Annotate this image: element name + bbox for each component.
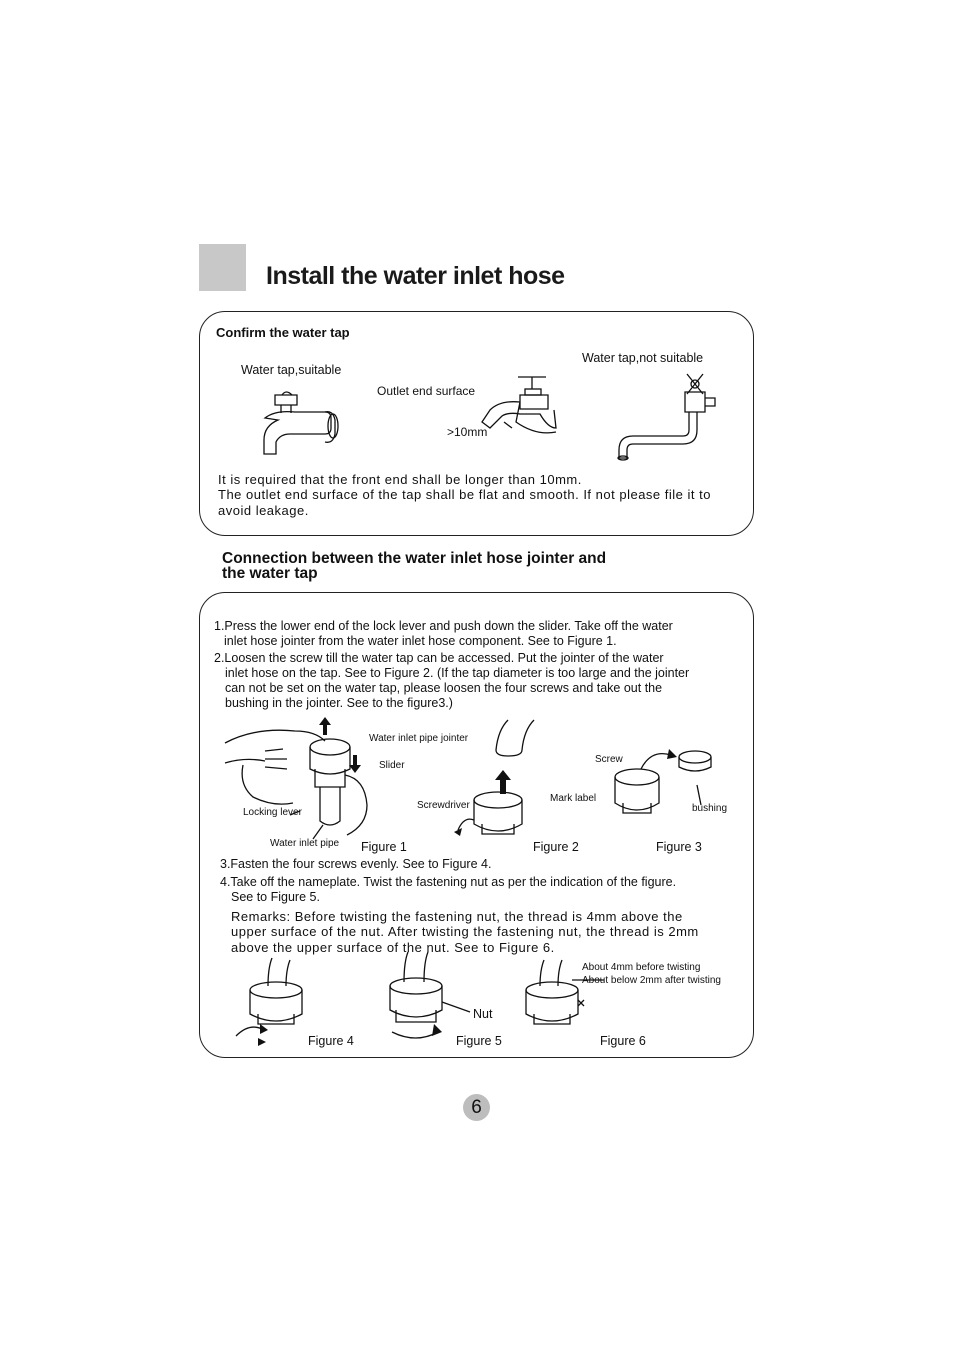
figure-1-illustration xyxy=(225,715,375,845)
remarks-line-1: Remarks: Before twisting the fastening nut, the thread is 4mm above the xyxy=(231,909,683,924)
page-number: 6 xyxy=(463,1094,490,1121)
step-1-line-1: 1.Press the lower end of the lock lever and push down the slider. Take off the water xyxy=(214,619,673,633)
label-about-4mm: About 4mm before twisting xyxy=(582,962,701,973)
section-marker xyxy=(199,244,246,291)
step-2 xyxy=(214,651,744,711)
figure-6-caption: Figure 6 xyxy=(600,1034,646,1048)
suitable-tap-illustration xyxy=(255,390,365,460)
tap-requirement-line-1: It is required that the front end shall be longer than 10mm. xyxy=(218,472,582,487)
figure-4-illustration xyxy=(232,958,312,1043)
step-4-line-1: 4.Take off the nameplate. Twist the fastening nut as per the indication of the figure. xyxy=(220,875,677,889)
label-tap-not-suitable: Water tap,not suitable xyxy=(582,351,704,365)
step-2-line-2: inlet hose on the tap. See to Figure 2. (If the tap diameter is too large and the jointer xyxy=(225,666,690,680)
figure-5-illustration xyxy=(378,952,468,1044)
figure-2-caption: Figure 2 xyxy=(533,840,579,854)
label-10mm: >10mm xyxy=(447,425,488,439)
step-2-line-3: can not be set on the water tap, please loosen the four screws and take out the xyxy=(225,681,663,695)
figure-2-illustration xyxy=(448,720,548,845)
label-outlet-end-surface: Outlet end surface xyxy=(377,384,476,398)
step-2-line-1: 2.Loosen the screw till the water tap can be accessed. Put the jointer of the water xyxy=(214,651,664,665)
label-bushing: bushing xyxy=(692,803,728,814)
label-about-2mm: About below 2mm after twisting xyxy=(582,975,721,986)
step-3: 3.Fasten the four screws evenly. See to Figure 4. xyxy=(220,857,492,871)
label-slider: Slider xyxy=(379,760,405,771)
section-heading-connection-line-2: the water tap xyxy=(222,565,318,582)
label-water-inlet-pipe: Water inlet pipe xyxy=(270,838,340,849)
label-mark-label: Mark label xyxy=(550,793,597,804)
label-nut: Nut xyxy=(473,1007,493,1021)
step-1 xyxy=(214,619,734,649)
label-screw: Screw xyxy=(595,754,623,765)
label-locking-lever: Locking lever xyxy=(243,807,302,818)
outlet-tap-illustration xyxy=(470,372,580,452)
label-water-inlet-pipe-jointer: Water inlet pipe jointer xyxy=(369,733,469,744)
tap-requirement-line-3: avoid leakage. xyxy=(218,503,309,518)
remarks-line-2: upper surface of the nut. After twisting the fastening nut, the thread is 2mm xyxy=(231,924,699,939)
figure-3-caption: Figure 3 xyxy=(656,840,702,854)
section-heading-connection-line-1: Connection between the water inlet hose jointer and xyxy=(222,550,607,567)
step-2-line-4: bushing in the jointer. See to the figure3.) xyxy=(225,696,453,710)
figure-4-caption: Figure 4 xyxy=(308,1034,354,1048)
step-1-line-2: inlet hose jointer from the water inlet hose component. See to Figure 1. xyxy=(224,634,617,648)
tap-requirement-line-2: The outlet end surface of the tap shall be flat and smooth. If not please file it to xyxy=(218,487,711,502)
figure-1-caption: Figure 1 xyxy=(361,840,407,854)
figure-5-caption: Figure 5 xyxy=(456,1034,502,1048)
step-4-line-2: See to Figure 5. xyxy=(231,890,320,904)
section-heading-connection xyxy=(222,551,722,581)
label-tap-suitable: Water tap,suitable xyxy=(241,363,342,377)
page-title: Install the water inlet hose xyxy=(266,262,565,290)
label-screwdriver: Screwdriver xyxy=(417,800,470,811)
unsuitable-tap-illustration xyxy=(605,370,735,465)
remarks-line-3: above the upper surface of the nut. See to Figure 6. xyxy=(231,940,555,955)
section-heading-confirm-tap: Confirm the water tap xyxy=(216,325,350,340)
